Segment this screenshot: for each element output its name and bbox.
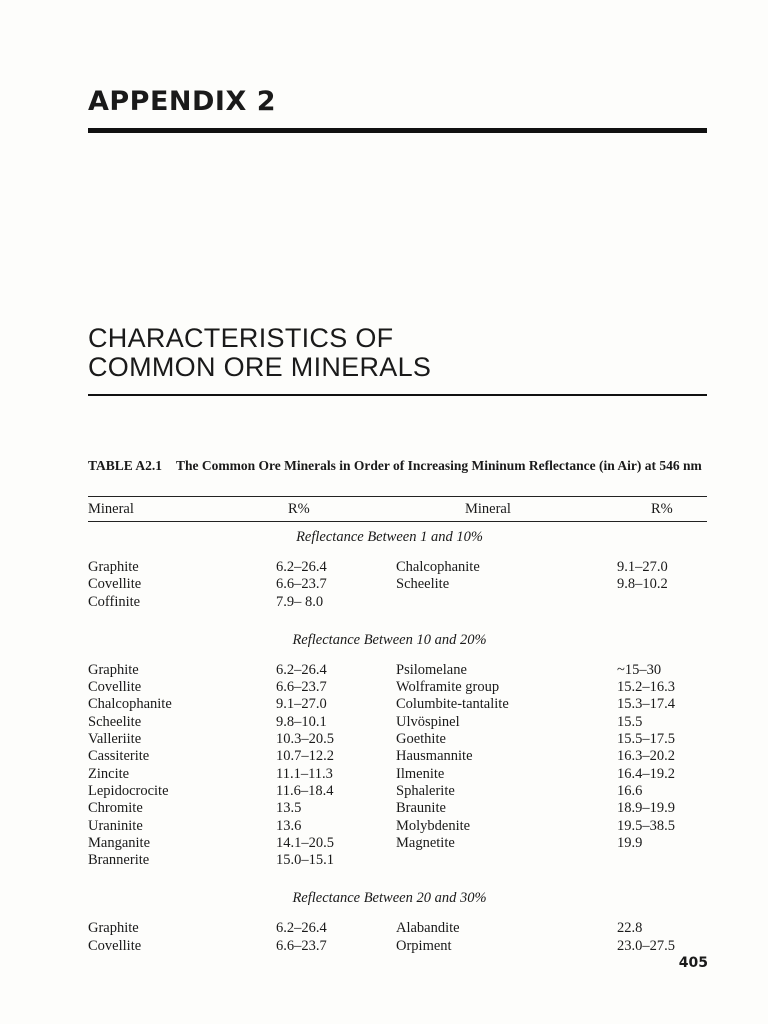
mineral-cell: Alabandite (396, 920, 460, 937)
mineral-cell: Graphite (88, 920, 139, 937)
reflectance-cell: 19.9 (617, 834, 643, 851)
table-row (88, 559, 707, 576)
header-mineral-2: Mineral (465, 501, 511, 517)
table-caption-text: The Common Ore Minerals in Order of Increasing Mininum Reflectance (in Air) at 546 nm (176, 458, 702, 473)
table-row (88, 731, 707, 748)
mineral-cell: Covellite (88, 679, 142, 696)
mineral-cell: Cassiterite (88, 748, 150, 765)
reflectance-cell: 9.1–27.0 (617, 559, 668, 575)
mineral-cell: Graphite (88, 661, 139, 678)
table-row (88, 679, 707, 696)
table-caption (88, 457, 713, 474)
reflectance-cell: 15.0–15.1 (276, 852, 334, 869)
reflectance-cell: 23.0–27.5 (617, 937, 675, 954)
reflectance-cell: ~15–30 (617, 661, 662, 678)
reflectance-cell: 16.6 (617, 782, 643, 799)
reflectance-cell: 6.2–26.4 (276, 920, 327, 937)
table-row (88, 800, 707, 817)
appendix-heading: APPENDIX 2 (88, 86, 276, 117)
mineral-cell: Ulvöspinel (396, 713, 460, 730)
table-header-row (88, 498, 707, 522)
reflectance-cell: 6.6–23.7 (276, 679, 327, 696)
table-row (88, 818, 707, 835)
reflectance-cell: 19.5–38.5 (617, 817, 675, 834)
mineral-cell: Covellite (88, 576, 142, 593)
table-row (88, 938, 707, 955)
mineral-cell: Goethite (396, 731, 446, 748)
mineral-cell: Brannerite (88, 852, 150, 869)
mineral-cell: Braunite (396, 800, 446, 817)
reflectance-cell: 16.4–19.2 (617, 765, 675, 782)
table-row (88, 662, 707, 679)
title-rule (88, 394, 707, 396)
header-r-1: R% (288, 501, 310, 517)
mineral-cell: Graphite (88, 559, 139, 575)
table-row (88, 696, 707, 713)
reflectance-cell: 16.3–20.2 (617, 748, 675, 765)
mineral-cell: Orpiment (396, 937, 452, 954)
section-heading (88, 522, 707, 550)
section-heading (88, 625, 707, 653)
mineral-cell: Chalcophanite (396, 559, 480, 575)
mineral-cell: Uraninite (88, 817, 143, 834)
page-number: 405 (678, 955, 708, 971)
mineral-cell: Chromite (88, 800, 143, 817)
table-row (88, 748, 707, 765)
reflectance-cell: 6.6–23.7 (276, 576, 327, 593)
section-heading-text: Reflectance Between 1 and 10% (296, 529, 483, 545)
reflectance-cell: 15.3–17.4 (617, 696, 675, 713)
reflectance-cell: 10.3–20.5 (276, 731, 334, 748)
reflectance-cell: 6.2–26.4 (276, 661, 327, 678)
chapter-title-line-1: CHARACTERISTICS OF (88, 323, 394, 353)
reflectance-cell: 9.8–10.2 (617, 576, 668, 593)
reflectance-cell: 13.5 (276, 800, 302, 817)
chapter-title-line-2: COMMON ORE MINERALS (88, 352, 432, 382)
mineral-cell: Magnetite (396, 834, 455, 851)
mineral-cell: Sphalerite (396, 782, 455, 799)
mineral-cell: Chalcophanite (88, 696, 172, 713)
header-r-2: R% (651, 501, 673, 517)
section-heading-text: Reflectance Between 20 and 30% (292, 890, 487, 907)
table-row (88, 852, 707, 869)
mineral-cell: Scheelite (88, 713, 142, 730)
reflectance-cell: 22.8 (617, 920, 643, 937)
section-heading (88, 883, 707, 911)
table-row (88, 920, 707, 937)
reflectance-cell: 13.6 (276, 817, 302, 834)
mineral-cell: Covellite (88, 937, 142, 954)
table-row (88, 714, 707, 731)
reflectance-cell: 6.2–26.4 (276, 559, 327, 575)
mineral-cell: Molybdenite (396, 817, 471, 834)
reflectance-cell: 6.6–23.7 (276, 937, 327, 954)
mineral-cell: Wolframite group (396, 679, 500, 696)
table-top-rule (88, 496, 707, 497)
mineral-cell: Hausmannite (396, 748, 473, 765)
reflectance-cell: 10.7–12.2 (276, 748, 334, 765)
heading-rule (88, 128, 707, 133)
reflectance-cell: 9.1–27.0 (276, 696, 327, 713)
minerals-table (88, 498, 707, 955)
mineral-cell: Columbite-tantalite (396, 696, 509, 713)
reflectance-cell: 7.9– 8.0 (276, 593, 324, 610)
mineral-cell: Manganite (88, 834, 151, 851)
reflectance-cell: 18.9–19.9 (617, 800, 675, 817)
reflectance-cell: 11.6–18.4 (276, 782, 334, 799)
mineral-cell: Coffinite (88, 593, 141, 610)
table-row (88, 783, 707, 800)
header-mineral-1: Mineral (88, 501, 134, 517)
reflectance-cell: 15.5 (617, 713, 643, 730)
section-heading-text: Reflectance Between 10 and 20% (292, 631, 487, 648)
reflectance-cell: 11.1–11.3 (276, 765, 333, 782)
table-row (88, 594, 707, 611)
reflectance-cell: 15.2–16.3 (617, 679, 675, 696)
reflectance-cell: 15.5–17.5 (617, 731, 675, 748)
chapter-title (88, 324, 431, 382)
mineral-cell: Ilmenite (396, 765, 445, 782)
mineral-cell: Scheelite (396, 576, 450, 593)
mineral-cell: Valleriite (88, 731, 142, 748)
mineral-cell: Psilomelane (396, 661, 467, 678)
mineral-cell: Lepidocrocite (88, 782, 169, 799)
table-label: TABLE A2.1 (88, 458, 163, 473)
table-body (88, 522, 707, 955)
table-row (88, 766, 707, 783)
reflectance-cell: 14.1–20.5 (276, 834, 334, 851)
mineral-cell: Zincite (88, 765, 130, 782)
table-row (88, 835, 707, 852)
table-row (88, 576, 707, 593)
reflectance-cell: 9.8–10.1 (276, 713, 327, 730)
